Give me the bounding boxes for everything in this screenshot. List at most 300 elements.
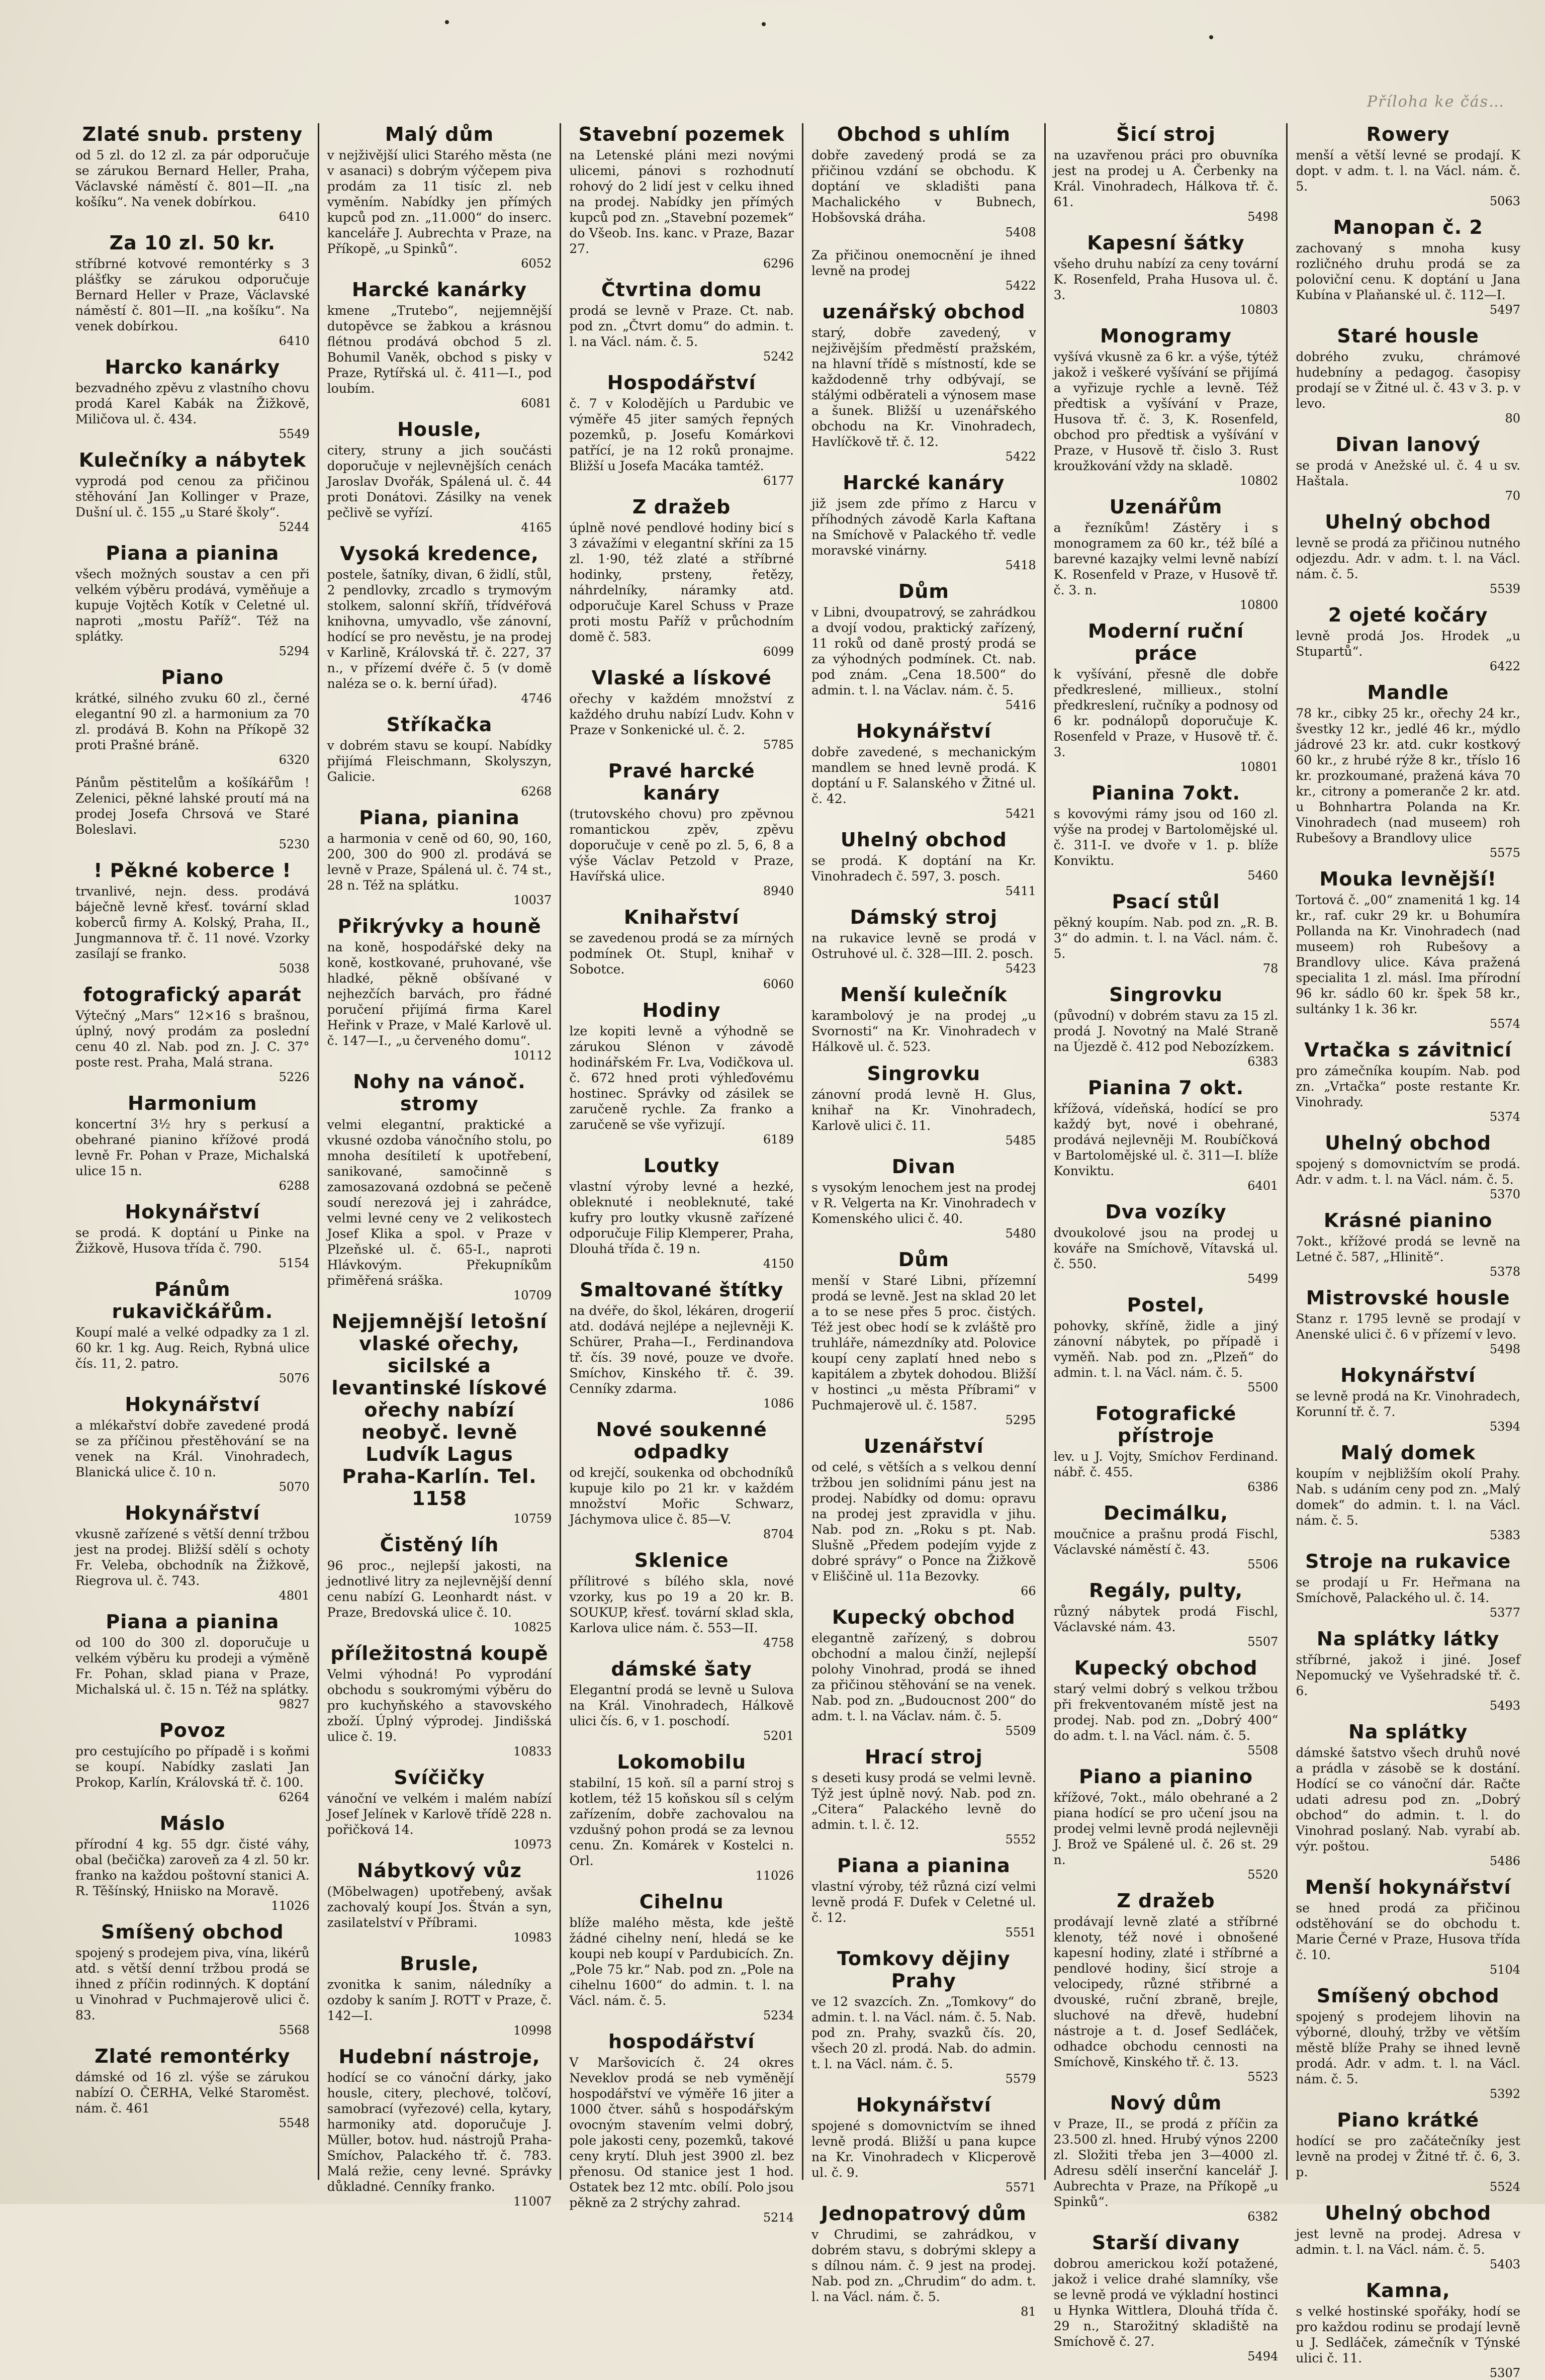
- classified-ad: [75, 1393, 310, 1494]
- ad-reference-number: 5408: [1005, 225, 1036, 239]
- ad-reference-number: 5201: [763, 1729, 794, 1743]
- ad-body: vkusně zařízené s větší denní tržbou jest na prodej. Bližší sdělí s ochoty Fr. Veleba, obchodník na Žižkově, Riegrova ul. č. 743.: [75, 1527, 310, 1588]
- ad-reference-number: 6060: [763, 977, 794, 991]
- ad-body: na dvéře, do škol, lékáren, drogerií atd. dodává nejlépe a nejlevněji K. Schürer, Praha—I., Ferdinandova tř. čís. 39 nové, pouze ve dvoře. Smíchov, Kinského tř. č. 39. Cenníky zdarma.: [569, 1303, 794, 1396]
- ad-column-5: [1044, 123, 1287, 2363]
- ad-body: se prodá. K doptání u Pinke na Žižkově, Husova třída č. 790.: [75, 1225, 310, 1256]
- ad-heading: Hospodářství: [607, 372, 756, 394]
- ad-body: Výtečný „Mars“ 12×16 s brašnou, úplný, nový prodám za poslední cenu 40 zl. Nab. pod zn. J. C. 37° poste rest. Praha, Malá strana.: [75, 1008, 310, 1070]
- ad-body: č. 7 v Kolodějích u Pardubic ve výměře 45 jiter samých řepných pozemků, p. Josefu Komárkovi patřící, je na 12 roků pronajme. Bližší u Josefa Macáka tamtéž.: [569, 396, 794, 473]
- ad-body: spojený s prodejem piva, vína, likérů atd. s větší denní tržbou prodá se ihned z příčin rodinných. K doptání u Vinohrad v Puchmajerově ulici č. 83.: [75, 1946, 310, 2022]
- ad-reference-number: 5038: [279, 961, 310, 976]
- ad-body: lze kopiti levně a výhodně se zárukou Slénon v závodě hodinářském Fr. Lva, Vodičkova ul. č. 672 hned proti výhleďovému hostinec. Správky od zásilek se zaručeně rychle. Za franko a zaručeně se vše vyřizují.: [569, 1024, 794, 1132]
- classified-ad: [811, 1606, 1036, 1738]
- ad-body: (Möbelwagen) upotřebený, avšak zachovalý koupí Jos. Štván a syn, zasilatelství v Příbrami.: [327, 1884, 552, 1930]
- ad-heading: Na splátky: [1348, 1721, 1468, 1743]
- print-mark-dot: [445, 20, 449, 24]
- ad-reference-number: 5568: [279, 2023, 310, 2037]
- classified-ad: [1296, 511, 1520, 596]
- ad-reference-number: 10983: [513, 1930, 552, 1945]
- classified-ad: [1296, 1442, 1520, 1542]
- ad-heading: Nábytkový vůz: [357, 1860, 522, 1882]
- ad-body: levně prodá Jos. Hrodek „u Stupartů“.: [1296, 629, 1520, 659]
- ad-heading: Kapesní šátky: [1087, 232, 1245, 254]
- ad-heading: Smíšený obchod: [101, 1921, 284, 1943]
- ad-reference-number: 10825: [513, 1620, 552, 1634]
- ad-body: na uzavřenou práci pro obuvníka jest na prodej u A. Čerbenky na Král. Vinohradech, Hálkova tř. č. 61.: [1053, 148, 1279, 209]
- ad-heading: Nejjemnější letošní vlaské ořechy, sicilské a levantinské lískové ořechy nabízí neobyč. levně Ludvík Lagus Praha-Karlín. Tel. 1158: [331, 1310, 548, 1510]
- classified-ad: [75, 1502, 310, 1603]
- ad-heading: Rowery: [1366, 123, 1450, 145]
- ad-body: spojený s domovnictvím se prodá. Adr. v adm. t. l. na Václ. nám. č. 5.: [1296, 1157, 1520, 1187]
- classified-ad: [327, 1767, 552, 1852]
- ad-body: s deseti kusy prodá se velmi levně. Týž jest úplně nový. Nab. pod zn. „Citera“ Palackého levně do admin. t. l. č. 12.: [811, 1771, 1036, 1832]
- ad-heading: Mistrovské housle: [1306, 1287, 1510, 1309]
- ad-reference-number: 70: [1505, 489, 1520, 503]
- classified-ad: [1296, 433, 1520, 503]
- ad-reference-number: 5571: [1005, 2180, 1036, 2194]
- classified-ad: [75, 232, 310, 348]
- ad-body: menší a větší levné se prodají. K dopt. v adm. t. l. na Václ. nám. č. 5.: [1296, 148, 1520, 194]
- ad-body: dámské od 16 zl. výše se zárukou nabízí O. ČERHA, Velké Staroměst. nám. č. 461: [75, 2070, 310, 2115]
- classified-ad: [75, 449, 310, 534]
- classified-ad: [1054, 984, 1279, 1069]
- classified-ad: [569, 2031, 794, 2225]
- ad-body: prodávají levně zlaté a stříbrné klenoty, též nové i obnošené kapesní hodiny, zlaté i stříbrné a pendlové hodiny, šicí stroje a velocipedy, různé střibrné a dvouské, ruční zbraně, brejle, sluchové na dřevě, hudební nástroje a t. d. Josef Sedláček, odhadce obchodu cennosti na Smíchově, Kinského tř. č. 13.: [1053, 1914, 1279, 2069]
- ad-body: spojené s domovnictvím se ihned levně prodá. Bližší u pana kupce na Kr. Vinohradech v Klicperově ul. č. 9.: [811, 2119, 1036, 2180]
- ad-body: (původní) v dobrém stavu za 15 zl. prodá J. Novotný na Malé Straně na Újezdě č. 412 pod Nebozízkem.: [1053, 1008, 1279, 1054]
- ad-reference-number: 5506: [1247, 1557, 1279, 1571]
- ad-body: vyprodá pod cenou za přičinou stěhování Jan Kollinger v Praze, Dušní ul. č. 155 „u Staré školy“.: [75, 474, 310, 519]
- classified-ad: [327, 1642, 552, 1758]
- classified-ad: [75, 666, 310, 767]
- classified-ad: [1054, 1402, 1279, 1494]
- ad-body: prodá se levně v Praze. Ct. nab. pod zn. „Čtvrt domu“ do admin. t. l. na Václ. nám. č. 5.: [569, 303, 794, 349]
- ad-heading: Lokomobilu: [617, 1751, 746, 1773]
- classified-ad: [811, 720, 1036, 821]
- ad-reference-number: 5392: [1489, 2087, 1520, 2101]
- ad-reference-number: 6410: [279, 210, 310, 224]
- ad-body: křížové, 7okt., málo obehrané a 2 piana hodící se pro učení jsou na prodej velmi levně prodá nejlevněji J. Brož ve Spálené ul. č. 26 st. 29 n.: [1053, 1790, 1279, 1867]
- ad-heading: Dům: [898, 1249, 949, 1271]
- ad-heading: Housle,: [397, 418, 482, 440]
- classified-ad: [1296, 1628, 1520, 1713]
- ad-reference-number: 81: [1021, 2305, 1036, 2319]
- ad-reference-number: 10112: [513, 1048, 552, 1063]
- ad-reference-number: 5244: [279, 520, 310, 534]
- ad-heading: Smaltované štítky: [579, 1279, 784, 1301]
- classified-ad: [569, 999, 794, 1147]
- classified-ad: [569, 1155, 794, 1271]
- ad-body: velmi elegantní, praktické a vkusné ozdoba vánočního stolu, po mnoha desítiletí k upotřebení, sanikované, samočinně s zamosazovaná ozdobná se pečeně soudí nerezová jej i zahrádce, velmi levné ceny ve 2 velikostech Josef Klika a spol. v Praze v Plzeňské ul. č. 65-I., naproti Hlávkovým. Překupníkům přiměřená sráška.: [327, 1117, 552, 1288]
- ad-body: koupím v nejbližším okolí Prahy. Nab. s udáním ceny pod zn. „Malý domek“ do admin. t. l. na Václ. nám. č. 5.: [1296, 1466, 1520, 1528]
- ad-reference-number: 5377: [1489, 1606, 1520, 1620]
- classified-ad: [327, 1310, 552, 1526]
- ad-reference-number: 5370: [1489, 1187, 1520, 1201]
- ad-heading: Uhelný obchod: [1325, 2202, 1492, 2224]
- ad-reference-number: 5480: [1005, 1226, 1036, 1241]
- page-header-note: Příloha ke čás…: [1367, 93, 1505, 111]
- classified-ad: [1296, 1721, 1520, 1868]
- ad-body: starý, dobře zavedený, v nejživějším předměstí pražském, na hlavní třídě s místností, kde se každodenně trhy odbývají, se stálými odběrateli a výnosem mase a šunek. Bližší u uzenářského obchodu na Kr. Vinohradech, Havlíčkově tř. č. 12.: [811, 325, 1036, 449]
- classified-ad: [569, 1279, 794, 1411]
- ad-heading: Tomkovy dějiny Prahy: [837, 1948, 1011, 1992]
- ad-reference-number: 5579: [1005, 2072, 1036, 2086]
- ad-reference-number: 5418: [1005, 558, 1036, 572]
- classified-ad: [1054, 1294, 1279, 1394]
- classified-ad: [75, 542, 310, 658]
- ad-heading: Hrací stroj: [865, 1746, 983, 1768]
- classified-ad: [811, 829, 1036, 898]
- classified-ad: [811, 1156, 1036, 1241]
- ad-reference-number: 5294: [279, 644, 310, 658]
- ad-reference-number: 4801: [279, 1589, 310, 1603]
- ad-heading: Harcké kanáry: [843, 472, 1005, 494]
- classified-ad: [811, 580, 1036, 712]
- ad-reference-number: 1086: [763, 1396, 794, 1411]
- ad-body: dobrého zvuku, chrámové hudebníny a pedagog. časopisy prodají se v Žitné ul. č. 43 v 3. p. v levo.: [1296, 349, 1520, 411]
- ad-reference-number: 10998: [513, 2023, 552, 2038]
- ad-heading: Postel,: [1127, 1294, 1205, 1316]
- ad-heading: Svíčičky: [394, 1767, 485, 1789]
- classified-ad: [1054, 1579, 1279, 1649]
- classified-ad: [811, 1063, 1036, 1148]
- ad-heading: Povoz: [159, 1719, 226, 1741]
- ad-body: dobře zavedené, s mechanickým mandlem se hned levně prodá. K doptání u F. Salanského v Žitné ul. č. 42.: [811, 745, 1036, 806]
- ad-reference-number: 10803: [1239, 303, 1279, 317]
- classified-ad: [1054, 2232, 1279, 2363]
- ad-body: Elegantní prodá se levně u Sulova na Král. Vinohradech, Hálkově ulici čís. 6, v 1. poschodí.: [569, 1683, 794, 1728]
- ad-heading: Nové soukenné odpadky: [596, 1419, 767, 1463]
- ad-reference-number: 5383: [1489, 1528, 1520, 1542]
- ad-heading: Hudební nástroje,: [338, 2046, 540, 2068]
- ad-reference-number: 66: [1021, 1584, 1036, 1598]
- ad-heading: Zlaté remontérky: [95, 2045, 291, 2067]
- classified-ad: [1054, 1077, 1279, 1193]
- ad-reference-number: 5574: [1489, 1017, 1520, 1031]
- ad-body: karambolový je na prodej „u Svornosti“ na Kr. Vinohradech v Hálkově ul. č. 523.: [811, 1008, 1036, 1054]
- ad-heading: Piano a pianino: [1079, 1766, 1253, 1788]
- ad-reference-number: 5295: [1005, 1413, 1036, 1427]
- ad-heading: Kulečníky a nábytek: [78, 449, 306, 471]
- ad-body: se hned prodá za přičinou odstěhování se do obchodu t. Marie Černé v Praze, Husova třída č. 10.: [1296, 1901, 1520, 1962]
- ad-reference-number: 5374: [1489, 1110, 1520, 1124]
- classified-ad: [1296, 1364, 1520, 1434]
- ad-reference-number: 5539: [1489, 582, 1520, 596]
- classified-ad: [75, 775, 310, 851]
- classified-ad: [1054, 1766, 1279, 1882]
- classified-ad: [75, 2045, 310, 2130]
- ad-heading: Stavební pozemek: [578, 123, 785, 145]
- classified-ad: [1296, 1132, 1520, 1201]
- ad-reference-number: 5154: [279, 1256, 310, 1270]
- ad-reference-number: 6382: [1247, 2210, 1279, 2224]
- classified-ad: [327, 2046, 552, 2209]
- ad-reference-number: 5230: [279, 837, 310, 851]
- ad-reference-number: 5575: [1489, 846, 1520, 860]
- ad-heading: Obchod s uhlím: [837, 123, 1011, 145]
- ad-heading: Vlaské a lískové: [591, 667, 772, 689]
- classified-ad: [1296, 1876, 1520, 1977]
- ad-heading: Kupecký obchod: [1074, 1657, 1258, 1679]
- ad-reference-number: 5498: [1247, 210, 1279, 224]
- ad-body: (trutovského chovu) pro zpěvnou romantickou zpěv, zpěvu doporučuje v ceně po zl. 5, 6, 8 a výše Václav Petzold v Praze, Havířská ulice.: [569, 807, 794, 884]
- ad-body: 78 kr., cibky 25 kr., ořechy 24 kr., švestky 12 kr., jedlé 46 kr., mýdlo jádrové 23 kr. atd. cukr kostkový 60 kr., z hrubé rýže 8 kr., tříslo 16 kr. prozkoumané, pražená káva 70 kr., citrony a pomeranče 2 kr. atd. u Bohnhartra Polanda na Kr. Vinohradech (nad museem) roh Rubešovy a Brandlovy ulice: [1296, 706, 1520, 845]
- ad-reference-number: 5070: [279, 1480, 310, 1494]
- classified-ad: [1296, 681, 1520, 860]
- classified-ad: [1296, 2109, 1520, 2194]
- ad-body: od krejčí, soukenka od obchodníků kupuje kilo po 21 kr. v každém množství Mořic Schwarz, Jáchymova ulice č. 85—V.: [569, 1465, 794, 1527]
- ad-heading: Psací stůl: [1112, 891, 1220, 913]
- ad-body: pro zámečníka koupím. Nab. pod zn. „Vrtačka“ poste restante Kr. Vinohrady.: [1296, 1064, 1520, 1109]
- classified-ad: [569, 279, 794, 364]
- ad-reference-number: 10800: [1239, 598, 1279, 612]
- ad-body: se prodá. K doptání na Kr. Vinohradech č. 597, 3. posch.: [811, 853, 1036, 884]
- classified-ad: [569, 123, 794, 271]
- ad-reference-number: 5549: [279, 427, 310, 441]
- classified-ad: [811, 1948, 1036, 2086]
- ad-column-6: [1286, 123, 1528, 2380]
- ad-reference-number: 5378: [1489, 1265, 1520, 1279]
- ad-heading: Nový dům: [1110, 2092, 1222, 2114]
- ad-heading: Regály, pulty,: [1088, 1579, 1243, 1602]
- ad-body: různý nábytek prodá Fischl, Václavské nám. 43.: [1053, 1604, 1279, 1634]
- ad-heading: Z dražeb: [1117, 1890, 1215, 1912]
- classified-ad: [1054, 325, 1279, 488]
- ad-heading: Uzenářům: [1109, 496, 1223, 518]
- ad-body: úplně nové pendlové hodiny bicí s 3 závažími v elegantní skříni za 15 zl. 1·90, též zlaté a stříbrné hodinky, prsteny, řetězy, náhrdelníky, náramky atd. odporučuje Karel Schuss v Praze proti mostu Paříž v průchodním domě č. 583.: [569, 520, 794, 644]
- ad-body: hodící se pro začátečníky jest levně na prodej v Žitné tř. č. 6, 3. p.: [1296, 2134, 1520, 2179]
- ad-heading: Hokynářství: [125, 1502, 260, 1524]
- ad-heading: Kamna,: [1366, 2279, 1450, 2302]
- ad-heading: Malý domek: [1340, 1442, 1476, 1464]
- ad-body: Stanz r. 1795 levně se prodají v Anenské ulici č. 6 v přízemí v levo.: [1296, 1311, 1520, 1342]
- ad-body: s velké hostinské spořáky, hodí se pro každou rodinu se prodají levně u J. Sedláček, zámečník v Týnské ulici č. 11.: [1296, 2304, 1520, 2365]
- ad-heading: Decimálku,: [1104, 1502, 1228, 1524]
- ad-body: vánoční ve velkém i malém nabízí Josef Jelínek v Karlově třídě 228 n. pořičková 14.: [327, 1791, 552, 1837]
- ad-heading: Harcké kanárky: [351, 279, 527, 301]
- ad-body: na Letenské pláni mezi novými ulicemi, pánovi s rozhodnutí rohový do 2 lidí jest v celku ihned na prodej. Nabídky jen přímých kupců pod zn. „Stavební pozemek“ do Všeob. Ins. kanc. v Praze, Bazar 27.: [569, 148, 794, 256]
- ad-heading: fotografický aparát: [83, 984, 302, 1006]
- ad-reference-number: 5508: [1247, 1743, 1279, 1757]
- print-mark-dot: [762, 22, 766, 26]
- ad-column-3: [560, 123, 802, 2225]
- ad-reference-number: 5493: [1489, 1699, 1520, 1713]
- ad-body: stříbrné, jakož i jiné. Josef Nepomucký ve Vyšehradské tř. č. 6.: [1296, 1652, 1520, 1698]
- classified-ad: [811, 984, 1036, 1054]
- ad-reference-number: 10802: [1239, 474, 1279, 488]
- ad-heading: Nohy na vánoč. stromy: [353, 1071, 526, 1115]
- ad-heading: Loutky: [643, 1155, 720, 1177]
- ad-body: ořechy v každém množství z každého druhu nabízí Ludv. Kohn v Praze v Sonkenické ul. č. 2.: [569, 691, 794, 737]
- ad-heading: Dva vozíky: [1105, 1201, 1227, 1223]
- ad-body: všech možných soustav a cen při velkém výběru prodává, vyměňuje a kupuje Vojtěch Kotík v Celetné ul. naproti „mostu Paříž“. Též na splátky.: [75, 567, 310, 644]
- ad-body: Koupí malé a velké odpadky za 1 zl. 60 kr. 1 kg. Aug. Reich, Rybná ulice čís. 11, 2. patro.: [75, 1325, 310, 1371]
- ad-reference-number: 4150: [763, 1257, 794, 1271]
- classified-ad: [75, 859, 310, 976]
- ad-reference-number: 5498: [1489, 1342, 1520, 1356]
- classified-ad: [1296, 1550, 1520, 1620]
- ad-body: krátké, silného zvuku 60 zl., černé elegantní 90 zl. a harmonium za 70 zl. prodává B. Kohn na Příkopě 32 proti Prašné bráně.: [75, 691, 310, 752]
- classified-ad: [569, 1419, 794, 1541]
- ad-reference-number: 5524: [1489, 2180, 1520, 2194]
- page-top-margin: [0, 15, 1545, 91]
- ad-heading: 2 ojeté kočáry: [1328, 604, 1488, 626]
- classified-ad: [75, 123, 310, 224]
- ad-body: přírodní 4 kg. 55 dgr. čisté váhy, obal (bečička) zaroveň za 4 zl. 50 kr. franko na každou poštovní stanici A. R. Těšínský, Hniisko na Moravě.: [75, 1837, 310, 1898]
- ad-heading: Přikrývky a houně: [337, 915, 541, 937]
- ad-body: menší v Staré Libni, přízemní prodá se levně. Jest na sklad 20 let a to se nese přes 5 proc. čistých. Též jest obec hodí se k zvláště pro truhláře, námezdníky atd. Polovice koupí ceny zaplatí hned nebo s kapitálem a zbytek dohodou. Bližší v hostinci „u města Příbrami“ v Puchmajerově ul. č. 1587.: [811, 1273, 1036, 1413]
- ad-heading: Vysoká kredence,: [340, 543, 539, 565]
- ad-reference-number: 6422: [1489, 659, 1520, 673]
- ad-heading: hospodářství: [608, 2031, 755, 2053]
- ad-heading: Piana, pianina: [359, 807, 520, 829]
- ad-heading: Piana a pianina: [106, 1611, 280, 1633]
- ad-heading: Starší divany: [1092, 2232, 1240, 2254]
- ad-heading: Uhelný obchod: [840, 829, 1007, 851]
- ad-body: hodící se co vánoční dárky, jako housle, citery, plechové, tolčoví, samobrací (vyřezové) cella, kytary, harmoniky atd. doporučuje J. Müller, botov. hud. nástrojů Praha-Smíchov, Palackého tř. č. 783. Malá režie, ceny levné. Správky důkladné. Cenníky franko.: [327, 2070, 552, 2194]
- ad-heading: Dům: [898, 580, 949, 602]
- ad-reference-number: 5416: [1005, 698, 1036, 712]
- ad-heading: Menší kulečník: [840, 984, 1008, 1006]
- ad-body: se prodá v Anežské ul. č. 4 u sv. Haštala.: [1296, 458, 1520, 488]
- classified-ad: [811, 301, 1036, 464]
- ad-body: a harmonia v ceně od 60, 90, 160, 200, 300 do 900 zl. prodává se levně v Praze, Spálená ul. č. 74 st., 28 n. Též na splátku.: [327, 831, 552, 893]
- ad-reference-number: 5422: [1005, 450, 1036, 464]
- ad-body: dvoukolové jsou na prodej u kováře na Smíchově, Vítavská ul. č. 550.: [1053, 1225, 1279, 1271]
- classified-ad: [811, 1249, 1036, 1427]
- classified-ad: [75, 356, 310, 441]
- ad-heading: Divan: [891, 1156, 956, 1178]
- ad-heading: Pánům rukavičkářům.: [112, 1278, 274, 1323]
- classified-ad: [75, 1201, 310, 1270]
- ad-body: se levně prodá na Kr. Vinohradech, Korunní tř. č. 7.: [1296, 1389, 1520, 1419]
- ad-reference-number: 5422: [1005, 279, 1036, 293]
- classified-ad: [569, 496, 794, 659]
- ad-heading: Monogramy: [1100, 325, 1232, 347]
- classified-ad: [811, 2202, 1036, 2319]
- classified-ad: [75, 984, 310, 1084]
- ad-body: starý velmi dobrý s velkou tržbou při frekventovaném místě jest na prodej. Nab. pod zn. „Dobrý 400“ do adm. t. l. na Václ. nám. č. 5.: [1053, 1682, 1279, 1743]
- ad-reference-number: 6177: [763, 474, 794, 488]
- classified-ad: [327, 418, 552, 535]
- ad-heading: Z dražeb: [632, 496, 731, 518]
- ad-body: všeho druhu nabízí za ceny tovární K. Rosenfeld, Praha Husova ul. č. 3.: [1053, 256, 1279, 302]
- ad-reference-number: 5520: [1247, 1868, 1279, 1882]
- ad-reference-number: 11026: [271, 1899, 310, 1913]
- classified-ad: [1296, 1039, 1520, 1124]
- ad-body: dobrou americkou koží potažené, jakož i velice drahé slamníky, vše se levně prodá ve výkladní hostinci u Hynka Wittlera, Dlouhá třída č. 29 n., Starožitný skladiště na Smíchově č. 27.: [1053, 2256, 1279, 2349]
- classified-ad: [327, 123, 552, 271]
- ad-body: stříbrné kotvové remontérky s 3 plášťky se zárukou odporučuje Bernard Heller v Praze, Václavské náměstí č. 801—II. „na košíku“. Na venek dobírkou.: [75, 256, 310, 333]
- ad-reference-number: 78: [1262, 961, 1279, 976]
- ad-reference-number: 5507: [1247, 1635, 1279, 1649]
- ad-reference-number: 10759: [513, 1512, 552, 1526]
- ad-heading: dámské šaty: [611, 1658, 752, 1680]
- ad-reference-number: 5242: [763, 349, 794, 364]
- ad-body: moučnice a prašnu prodá Fischl, Václavské náměstí č. 43.: [1053, 1527, 1279, 1557]
- ad-column-4: [802, 123, 1044, 2319]
- ad-reference-number: 5234: [763, 2008, 794, 2022]
- ad-reference-number: 6268: [521, 784, 552, 799]
- ad-heading: Singrovku: [1109, 984, 1223, 1006]
- ad-body: dámské šatstvo všech druhů nové a prádla v zásobě se k dostání. Hodící se co vánoční dár. Račte udati adresu pod zn. „Dobrý obchod“ do admin. t. l. do Vinohrad poslaný. Nab. vyrabí ab. výr. poštou.: [1296, 1745, 1520, 1854]
- classified-ad: [1296, 604, 1520, 673]
- ad-body: 96 proc., nejlepší jakosti, na jednotlivé litry za nejlevnější denní cenu nabízí G. Leonhardt nást. v Praze, Bredovská ulice č. 10.: [327, 1558, 552, 1620]
- ad-reference-number: 5226: [279, 1070, 310, 1084]
- ad-body: vlastní výroby levné a hezké, obleknuté i neobleknuté, také kufry pro loutky vkusně zařízené odporučuje Filip Klemperer, Praha, Dlouhá třída č. 19 n.: [569, 1179, 794, 1256]
- ad-reference-number: 5509: [1005, 1724, 1036, 1738]
- classified-ad: [569, 1549, 794, 1650]
- ad-body: zachovaný s mnoha kusy rozličného druhu prodá se za poloviční cenu. K doptání u Jana Kubína v Plaňanské ul. č. 112—I.: [1296, 241, 1520, 302]
- ad-heading: Hokynářství: [856, 720, 991, 742]
- ad-reference-number: 4746: [521, 691, 552, 706]
- ad-reference-number: 5785: [763, 738, 794, 752]
- ad-reference-number: 5460: [1247, 868, 1279, 883]
- ad-heading: Piano: [161, 666, 224, 688]
- ad-reference-number: 5411: [1005, 884, 1036, 898]
- classified-ad: [1296, 216, 1520, 317]
- ad-reference-number: 6401: [1247, 1179, 1279, 1193]
- classified-ad: [327, 915, 552, 1063]
- classified-ad: [75, 1719, 310, 1804]
- ad-heading: Dámský stroj: [850, 906, 997, 928]
- classified-ad: [1054, 891, 1279, 976]
- ad-reference-number: 8940: [763, 884, 794, 898]
- ad-heading: Šicí stroj: [1116, 123, 1216, 145]
- ad-heading: Krásné pianino: [1323, 1209, 1493, 1231]
- classified-ad: [569, 760, 794, 898]
- classified-ad: [327, 714, 552, 799]
- ad-body: v Chrudimi, se zahrádkou, v dobrém stavu, s dobrými sklepy a s dílnou nám. č. 9 jest na prodej. Nab. pod zn. „Chrudim“ do adm. t. l. na Václ. nám. č. 5.: [811, 2227, 1036, 2304]
- ad-reference-number: 5500: [1247, 1380, 1279, 1394]
- ad-heading: Zlaté snub. prsteny: [82, 123, 303, 145]
- classified-ad: [1296, 1287, 1520, 1356]
- ad-body: se zavedenou prodá se za mírných podmínek Ot. Stupl, knihař v Sobotce.: [569, 931, 794, 977]
- ad-reference-number: 5523: [1247, 2070, 1279, 2084]
- ad-reference-number: 5214: [763, 2211, 794, 2225]
- ad-heading: Stříkačka: [386, 714, 493, 736]
- classified-ad: [327, 807, 552, 907]
- ad-body: v nejživější ulici Starého města (ne v asanaci) s dobrým výčepem piva prodám za 11 tisíc zl. neb vyměním. Nabídky jen přímých kupců pod zn. „11.000“ do inserc. kanceláře J. Aubrechta v Praze, na Příkopě, „u Spinků“.: [327, 148, 552, 256]
- classified-ad: [327, 279, 552, 410]
- ad-body: trvanlivé, nejn. dess. prodává báječně levně křesť. tovární sklad koberců firmy A. Kolský, Praha, II., Jungmannova tř. č. 11 nové. Vzorky zasílají se franko.: [75, 884, 310, 961]
- ad-heading: Kupecký obchod: [832, 1606, 1016, 1628]
- ad-heading: Stroje na rukavice: [1305, 1550, 1511, 1572]
- classified-ad: [327, 1071, 552, 1302]
- ad-reference-number: 6296: [763, 256, 794, 271]
- ad-heading: ! Pěkné koberce !: [94, 859, 292, 882]
- ad-reference-number: 6410: [279, 334, 310, 348]
- ad-heading: Jednopatrový dům: [821, 2202, 1027, 2225]
- ad-reference-number: 5394: [1489, 1420, 1520, 1434]
- classified-ad: [1296, 325, 1520, 425]
- classified-ad: [569, 372, 794, 488]
- classified-ad: [1054, 123, 1279, 224]
- ad-body: blíže malého města, kde ještě žádné cihelny není, hledá se ke koupi neb koupí v Pardubicích. Zn. „Pole 75 kr.“ Nab. pod zn. „Pole na cihelnu 1600“ do admin. t. l. na Václ. nám. č. 5.: [569, 1915, 794, 2008]
- ad-reference-number: 11026: [755, 1869, 794, 1883]
- ad-body: křížová, vídeňská, hodící se pro každý byt, nové i obehrané, prodává nejlevněji M. Roubíčková v Bartolomějské ul. č. 311—I. blíže Konviktu.: [1053, 1101, 1279, 1178]
- ad-reference-number: 5548: [279, 2116, 310, 2130]
- ad-reference-number: 10709: [513, 1288, 552, 1302]
- classified-ad: [1296, 1209, 1520, 1279]
- classified-ad: [1296, 123, 1520, 208]
- ad-column-1: [75, 123, 318, 2180]
- ad-body: pěkný koupím. Nab. pod zn. „R. B. 3“ do admin. t. l. na Václ. nám. č. 5.: [1053, 915, 1279, 961]
- classified-ad: [1054, 1502, 1279, 1571]
- ad-reference-number: 6099: [763, 645, 794, 659]
- ad-body: pohovky, skříně, židle a jiný zánovní nábytek, po případě i vyměň. Nab. pod zn. „Plzeň“ do admin. t. l. na Václ. nám. č. 5.: [1053, 1318, 1279, 1380]
